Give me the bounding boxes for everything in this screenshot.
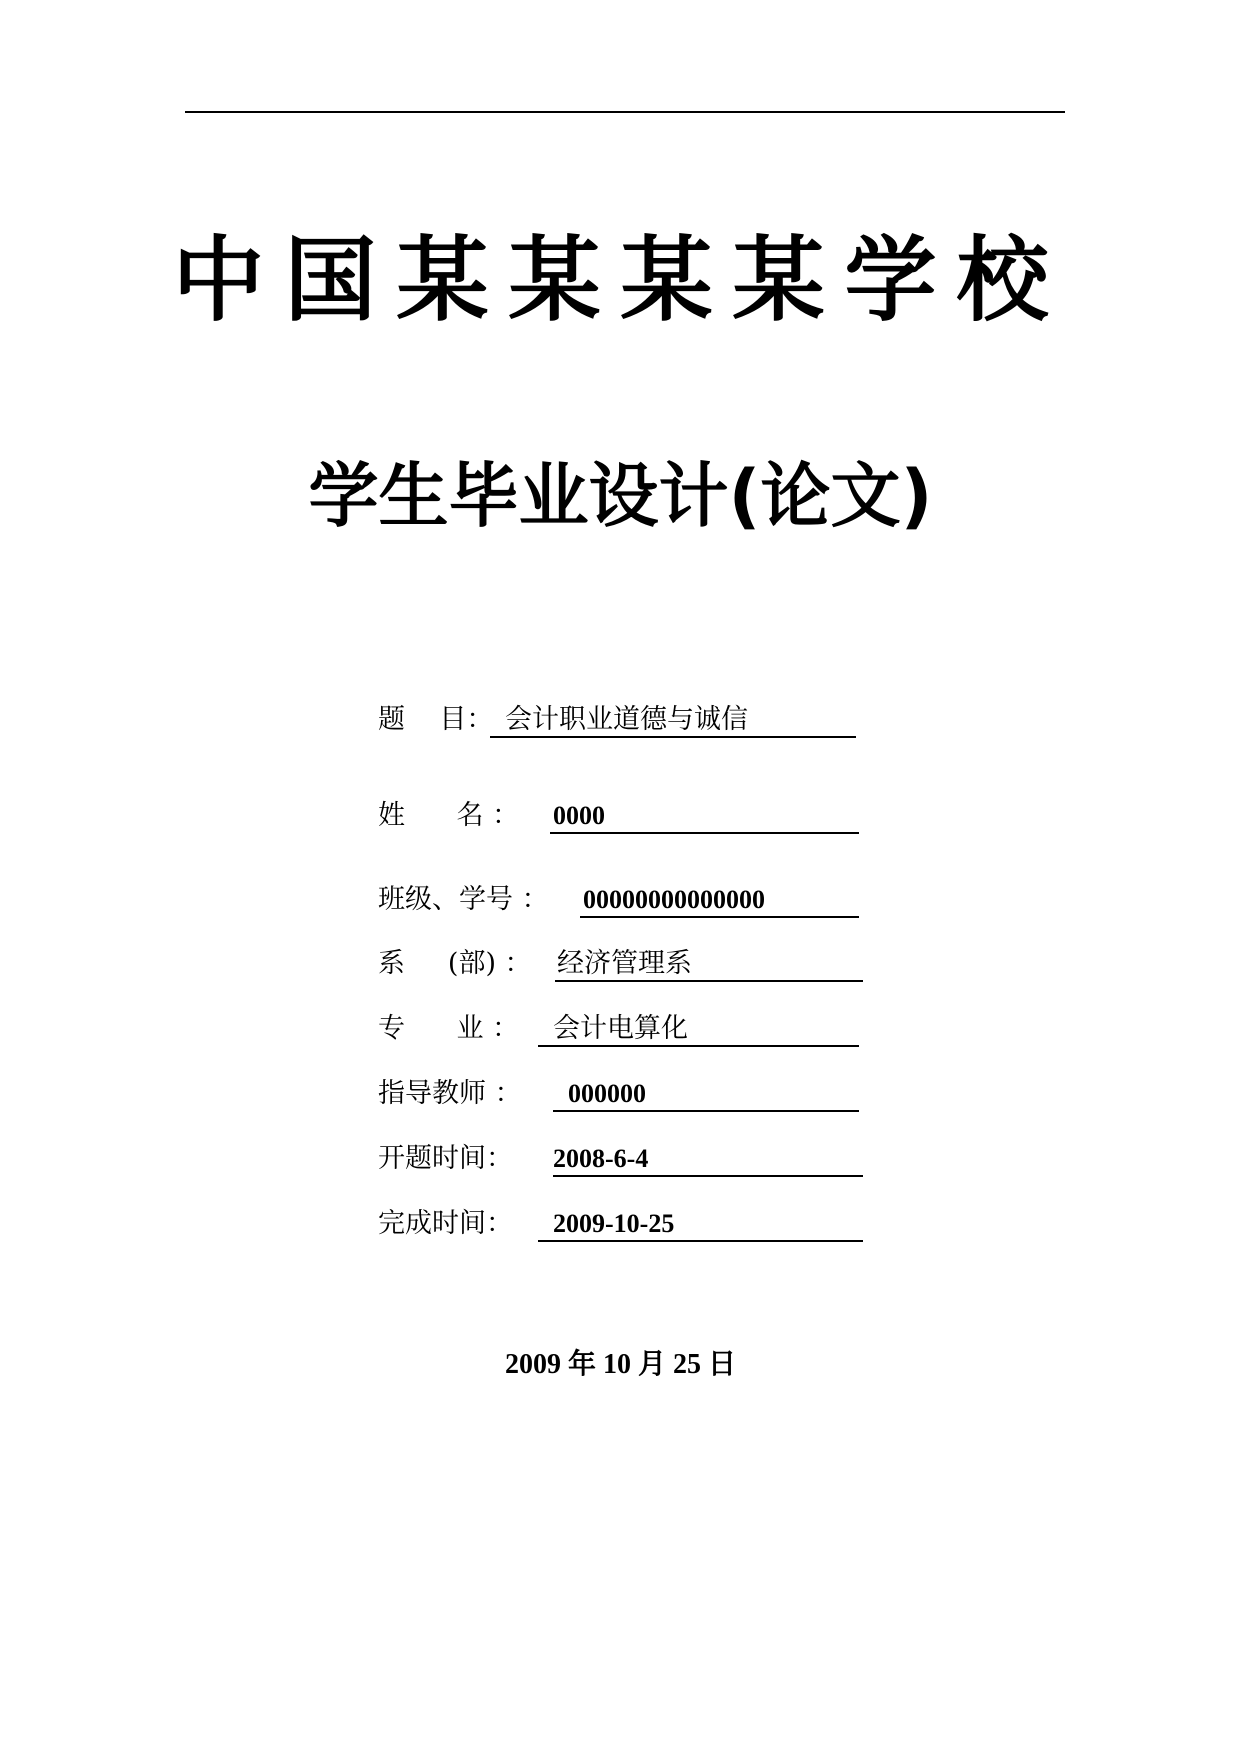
field-label: 题 目： [378, 704, 494, 735]
field-value: 会计电算化 [553, 1013, 688, 1044]
header-rule [185, 111, 1065, 113]
field-label: 系 (部) ： [378, 948, 532, 979]
field-label: 完成时间： [378, 1208, 513, 1239]
field-underline [553, 1110, 859, 1112]
field-value: 2009-10-25 [553, 1209, 675, 1238]
field-underline [538, 1045, 859, 1047]
field-topic [0, 700, 1241, 740]
document-title: 学生毕业设计(论文) [308, 455, 933, 537]
field-start-date [0, 1139, 1241, 1179]
field-label: 班级、学号 ： [378, 884, 549, 915]
field-underline [553, 1175, 863, 1177]
field-advisor [0, 1074, 1241, 1114]
field-underline [580, 916, 859, 918]
field-underline [490, 736, 856, 738]
field-value: 经济管理系 [557, 948, 692, 979]
field-value: 00000000000000 [583, 885, 765, 914]
field-label: 姓 名 ： [378, 800, 520, 831]
field-finish-date [0, 1204, 1241, 1244]
field-department [0, 944, 1241, 984]
field-value: 0000 [553, 801, 605, 830]
field-value: 2008-6-4 [553, 1144, 649, 1173]
field-underline [555, 980, 863, 982]
field-major [0, 1009, 1241, 1049]
field-class-id [0, 880, 1241, 920]
field-label: 指导教师 ： [378, 1078, 522, 1109]
field-value: 000000 [568, 1079, 646, 1108]
field-name [0, 796, 1241, 836]
field-underline [538, 1240, 863, 1242]
field-underline [550, 832, 859, 834]
field-label: 专 业 ： [378, 1013, 520, 1044]
school-name: 中国某某某某学校 [172, 226, 1069, 334]
signing-date: 2009 年 10 月 25 日 [504, 1349, 736, 1380]
field-value: 会计职业道德与诚信 [505, 704, 748, 735]
field-label: 开题时间： [378, 1143, 513, 1174]
